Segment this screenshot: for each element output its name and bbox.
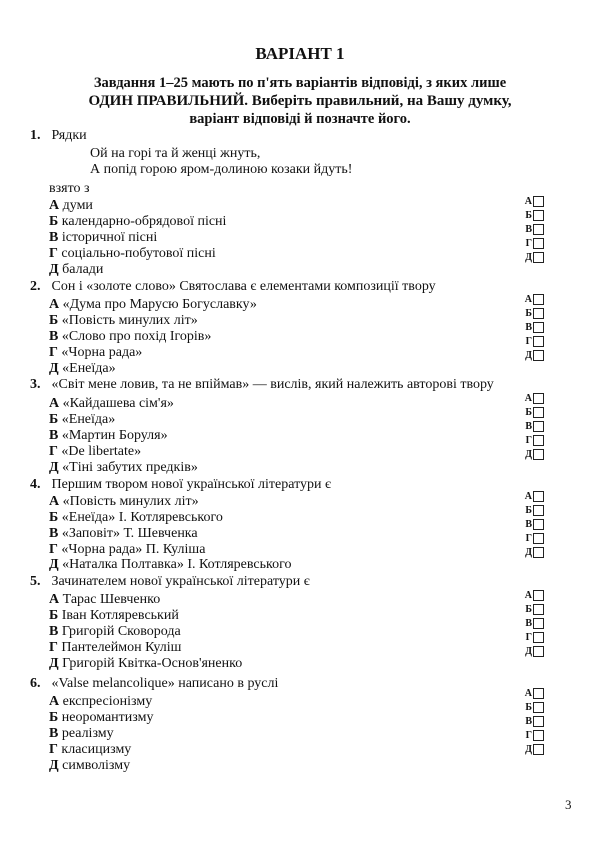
- answer-box-c[interactable]: [533, 322, 544, 333]
- answer-grid: А Б В Г Д: [521, 391, 544, 461]
- option-c[interactable]: В реалізму: [49, 726, 114, 741]
- answer-box-c[interactable]: [533, 421, 544, 432]
- answer-box-e[interactable]: [533, 350, 544, 361]
- option-b[interactable]: Б «Енеїда» І. Котляревського: [49, 510, 223, 525]
- page-number: 3: [565, 797, 572, 812]
- option-d[interactable]: Г «Чорна рада» П. Куліша: [49, 542, 206, 557]
- question-2-text: [30, 279, 436, 295]
- answer-box-c[interactable]: [533, 519, 544, 530]
- answer-box-c[interactable]: [533, 224, 544, 235]
- option-a[interactable]: А думи: [49, 198, 93, 213]
- answer-grid: А Б В Г Д: [521, 588, 544, 658]
- question-number: 1.: [30, 128, 41, 143]
- question-prompt: «Valse melancolique» написано в руслі: [51, 676, 279, 691]
- answer-box-d[interactable]: [533, 533, 544, 544]
- answer-box-e[interactable]: [533, 547, 544, 558]
- option-d[interactable]: Г «De libertate»: [49, 444, 142, 459]
- option-e[interactable]: Д «Тіні забутих предків»: [49, 460, 198, 475]
- question-number: 3.: [30, 377, 41, 392]
- answer-grid: А Б В Г Д: [521, 292, 544, 362]
- instructions: [80, 74, 520, 128]
- question-number: 2.: [30, 279, 41, 294]
- quote: [90, 146, 352, 178]
- answer-box-c[interactable]: [533, 716, 544, 727]
- option-a[interactable]: А «Дума про Марусю Богуславку»: [49, 297, 257, 312]
- option-c[interactable]: В Григорій Сковорода: [49, 624, 181, 639]
- question-number: 6.: [30, 676, 41, 691]
- option-b[interactable]: Б Іван Котляревський: [49, 608, 179, 623]
- option-a[interactable]: А експресіонізму: [49, 694, 153, 709]
- option-e[interactable]: Д Григорій Квітка-Основ'яненко: [49, 656, 243, 671]
- answer-grid: А Б В Г Д: [521, 489, 544, 559]
- option-d[interactable]: Г «Чорна рада»: [49, 345, 143, 360]
- answer-box-d[interactable]: [533, 730, 544, 741]
- instructions-line-3: варіант відповіді й позначте його.: [189, 111, 411, 127]
- answer-box-b[interactable]: [533, 604, 544, 615]
- answer-box-e[interactable]: [533, 252, 544, 263]
- option-c[interactable]: В «Заповіт» Т. Шевченка: [49, 526, 198, 541]
- option-e[interactable]: Д балади: [49, 262, 104, 277]
- answer-box-d[interactable]: [533, 238, 544, 249]
- question-prompt: Рядки: [51, 128, 87, 143]
- answer-box-e[interactable]: [533, 646, 544, 657]
- option-e[interactable]: Д «Наталка Полтавка» І. Котляревського: [49, 557, 292, 572]
- option-c[interactable]: В «Слово про похід Ігорів»: [49, 329, 212, 344]
- answer-box-e[interactable]: [533, 744, 544, 755]
- answer-box-d[interactable]: [533, 336, 544, 347]
- answer-box-d[interactable]: [533, 435, 544, 446]
- answer-box-a[interactable]: [533, 393, 544, 404]
- answer-box-c[interactable]: [533, 618, 544, 629]
- option-d[interactable]: Г соціально-побутової пісні: [49, 246, 216, 261]
- question-prompt: Першим твором нової української літератури є: [51, 477, 332, 492]
- question-number: 4.: [30, 477, 41, 492]
- question-1-text: [30, 128, 87, 144]
- option-a[interactable]: А «Кайдашева сім'я»: [49, 396, 174, 411]
- option-b[interactable]: Б календарно-обрядової пісні: [49, 214, 227, 229]
- answer-box-b[interactable]: [533, 407, 544, 418]
- question-5-text: [30, 574, 310, 590]
- answer-box-a[interactable]: [533, 688, 544, 699]
- option-b[interactable]: Б неоромантизму: [49, 710, 154, 725]
- question-number: 5.: [30, 574, 41, 589]
- instructions-line-2: ОДИН ПРАВИЛЬНИЙ. Виберіть правильний, на Вашу думку,: [88, 93, 512, 109]
- option-e[interactable]: Д символізму: [49, 758, 131, 773]
- option-d[interactable]: Г Пантелеймон Куліш: [49, 640, 182, 655]
- quote-line-1: Ой на горі та й женці жнуть,: [90, 146, 261, 161]
- answer-grid: А Б В Г Д: [521, 194, 544, 264]
- question-3-text: [30, 377, 494, 393]
- option-b[interactable]: Б «Повість минулих літ»: [49, 313, 198, 328]
- question-prompt: «Світ мене ловив, та не впіймав» — вислів, який належить авторові твору: [51, 377, 494, 392]
- answer-box-e[interactable]: [533, 449, 544, 460]
- option-d[interactable]: Г класицизму: [49, 742, 132, 757]
- option-a[interactable]: А «Повість минулих літ»: [49, 494, 199, 509]
- answer-grid: А Б В Г Д: [521, 686, 544, 756]
- question-prompt: Зачинателем нової української літератури є: [51, 574, 310, 589]
- answer-box-d[interactable]: [533, 632, 544, 643]
- answer-box-a[interactable]: [533, 196, 544, 207]
- question-subtext: взято з: [49, 181, 90, 196]
- question-6-text: [30, 676, 278, 692]
- option-c[interactable]: В «Мартин Боруля»: [49, 428, 168, 443]
- option-a[interactable]: А Тарас Шевченко: [49, 592, 161, 607]
- answer-box-a[interactable]: [533, 491, 544, 502]
- quote-line-2: А попід горою яром-долиною козаки йдуть!: [90, 162, 353, 177]
- answer-box-b[interactable]: [533, 308, 544, 319]
- answer-box-a[interactable]: [533, 294, 544, 305]
- variant-title: ВАРІАНТ 1: [255, 44, 345, 63]
- instructions-line-1: Завдання 1–25 мають по п'ять варіантів відповіді, з яких лише: [93, 75, 507, 91]
- option-b[interactable]: Б «Енеїда»: [49, 412, 116, 427]
- option-e[interactable]: Д «Енеїда»: [49, 361, 116, 376]
- question-prompt: Сон і «золоте слово» Святослава є елементами композиції твору: [51, 279, 436, 294]
- answer-box-a[interactable]: [533, 590, 544, 601]
- answer-box-b[interactable]: [533, 210, 544, 221]
- option-c[interactable]: В історичної пісні: [49, 230, 158, 245]
- answer-box-b[interactable]: [533, 702, 544, 713]
- answer-box-b[interactable]: [533, 505, 544, 516]
- question-4-text: [30, 477, 331, 493]
